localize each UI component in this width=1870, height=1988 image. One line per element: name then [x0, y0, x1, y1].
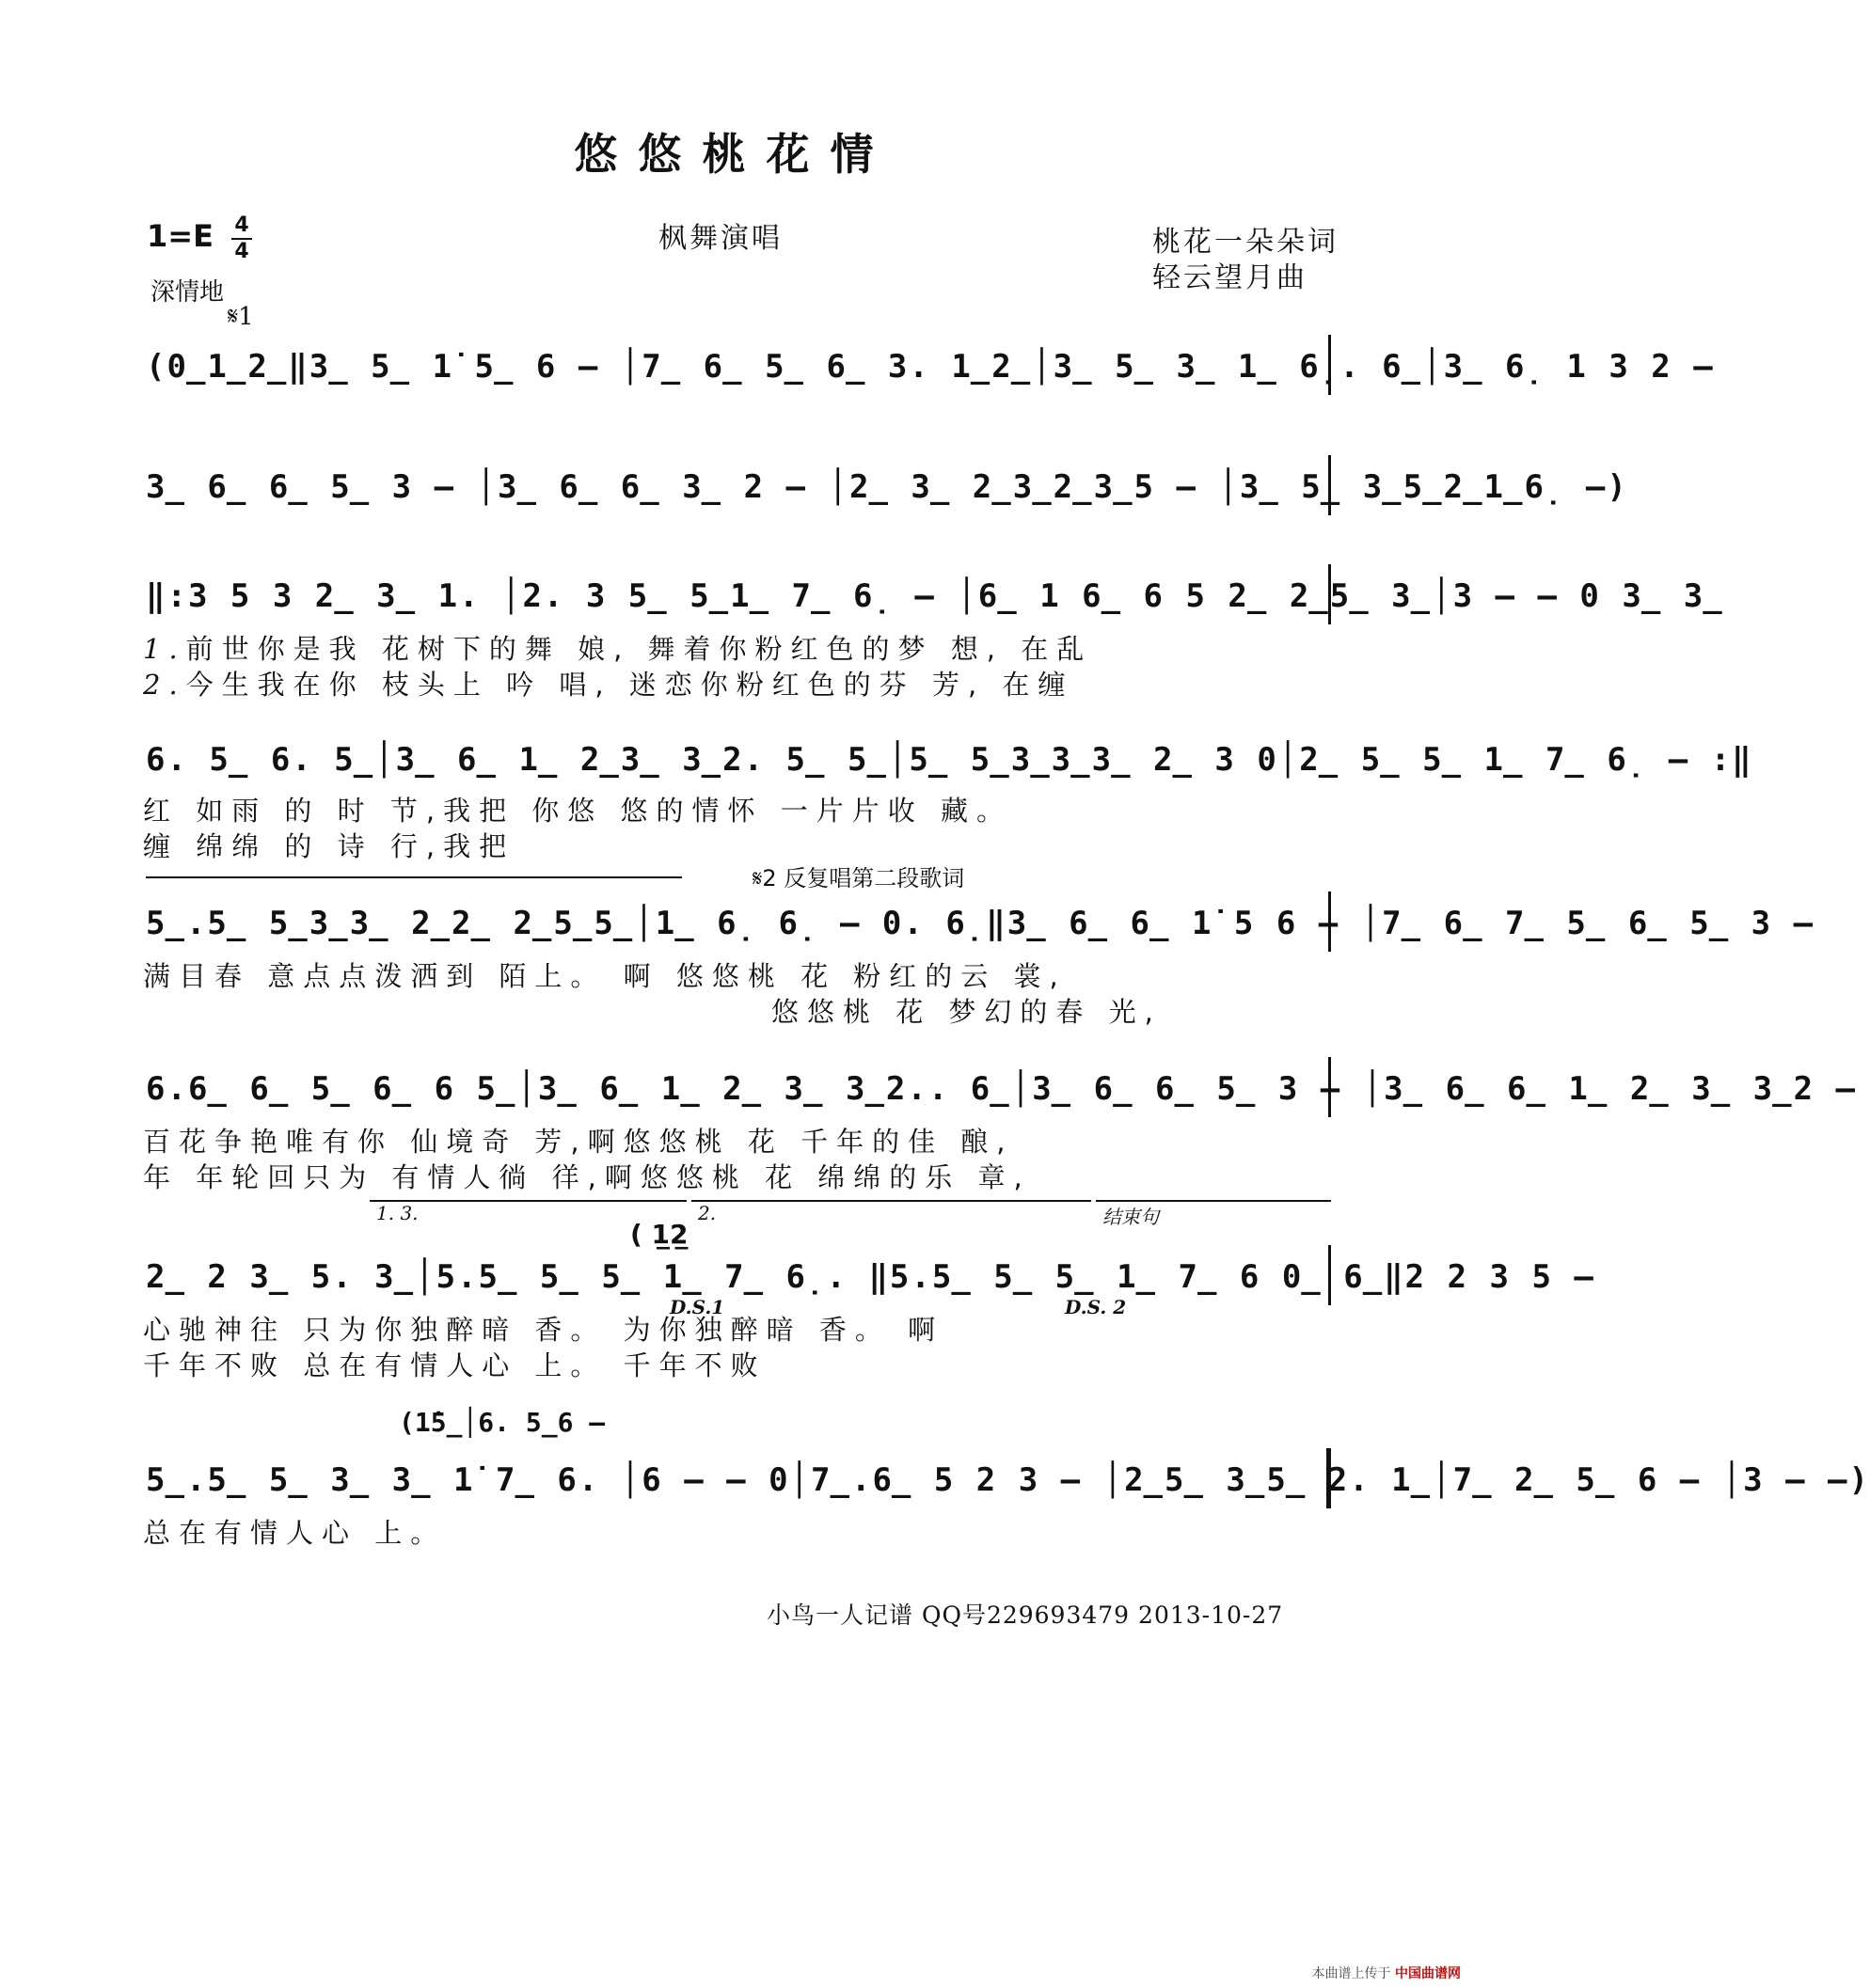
lyric-r4-v2: 缠 绵绵 的 诗 行,我把 — [143, 830, 515, 862]
barline — [1328, 455, 1331, 515]
staff-row-7 — [136, 1258, 1595, 1315]
ending-label: 结束句 — [1102, 1206, 1159, 1228]
lyric-r8-v1: 总在有情人心 上。 — [143, 1517, 447, 1549]
volta-bracket-2nd — [691, 1200, 1091, 1202]
watermark: 本曲谱上传于 中国曲谱网 — [1311, 1966, 1461, 1981]
time-top: 4 — [234, 213, 249, 237]
lyric-r5-v2: 悠悠桃 花 梦幻的春 光, — [771, 996, 1162, 1028]
segno-2-note: 𝄋2 反复唱第二段歌词 — [753, 865, 965, 891]
transcriber-footer: 小鸟一人记谱 QQ号229693479 2013-10-27 — [767, 1601, 1284, 1629]
lyric-r3-v1: 1.前世你是我 花树下的舞 娘, 舞着你粉红色的梦 想, 在乱 — [143, 633, 1093, 665]
volta-1-3: 1. 3. — [376, 1202, 419, 1224]
staff-row-2 — [136, 468, 1628, 525]
key-signature: 1=E — [147, 218, 214, 254]
notes-row-8: 5̲.5̲ 5̲ 3̲ 3̲ 1̇ 7̲ 6. │6 – – 0│7̲.6̲ 5 2 3 – │2̲5̲ 3̲5̲ 2. 1̲│7̲ 2̲ 5̲ 6 – │3 – –) — [146, 1461, 1870, 1499]
score-title: 悠悠桃花情 — [574, 129, 895, 180]
barline — [1328, 1245, 1331, 1305]
notes-row-1: (0̲1̲2̲‖3̲ 5̲ 1̇ 5̲ 6 – │7̲ 6̲ 5̲ 6̲ 3. 1̲2̲│3̲ 5̲ 3̲ 1̲ 6̣. 6̲│3̲ 6̣ 1 3 2 – — [146, 348, 1715, 386]
lyric-r7-v1: 心驰神往 只为你独醉暗 香。 为你独醉暗 香。 啊 — [143, 1314, 944, 1346]
tag-12: ( 1̲2̲ — [630, 1219, 689, 1250]
final-barline — [1326, 1448, 1331, 1508]
lyricist: 桃花一朵朵词 — [1152, 226, 1339, 259]
barline — [1328, 335, 1331, 395]
lyric-r5-v1: 满目春 意点点泼洒到 陌上。 啊 悠悠桃 花 粉红的云 裳, — [143, 960, 1067, 992]
lyric-r7-v2: 千年不败 总在有情人心 上。 千年不败 — [143, 1349, 767, 1381]
tempo-marking: 深情地 — [151, 278, 225, 307]
lyric-r4-v1: 红 如雨 的 时 节,我把 你悠 悠的情怀 一片片收 藏。 — [143, 795, 1012, 827]
barline — [1328, 564, 1331, 624]
notes-row-6: 6.6̲ 6̲ 5̲ 6̲ 6 5̲│3̲ 6̲ 1̲ 2̲ 3̲ 3̲2.. 6̲│3̲ 6̲ 6̲ 5̲ 3 – │3̲ 6̲ 6̲ 1̲ 2̲ 3̲ 3̲2 – — [146, 1070, 1857, 1108]
notes-row-7: 2̲ 2 3̲ 5. 3̲│5.5̲ 5̲ 5̲ 1̲ 7̲ 6̣. ‖5.5̲ 5̲ 5̲ 1̲ 7̲ 6 0̲ 6̲‖2 2 3 5 – — [146, 1258, 1595, 1296]
tag-15: (1̇5̲│6. 5̲6 – — [399, 1407, 606, 1438]
notes-row-4: 6. 5̲ 6. 5̲│3̲ 6̲ 1̲ 2̲3̲ 3̲2. 5̲ 5̲│5̲ 5̲3̲3̲3̲ 2̲ 3 0│2̲ 5̲ 5̲ 1̲ 7̲ 6̣ – :‖ — [146, 741, 1753, 779]
staff-row-1 — [136, 348, 1715, 404]
notes-row-3: ‖:3 5 3 2̲ 3̲ 1. │2. 3 5̲ 5̲1̲ 7̲ 6̣ – │6̲ 1 6̲ 6 5 2̲ 2̲5̲ 3̲│3 – – 0 3̲ 3̲ — [146, 577, 1724, 615]
lyric-r6-v1: 百花争艳唯有你 仙境奇 芳,啊悠悠桃 花 千年的佳 酿, — [143, 1126, 1014, 1158]
barline — [1328, 1057, 1331, 1117]
lyric-r6-v2: 年 年轮回只为 有情人徜 徉,啊悠悠桃 花 绵绵的乐 章, — [143, 1161, 1031, 1193]
notes-row-2: 3̲ 6̲ 6̲ 5̲ 3 – │3̲ 6̲ 6̲ 3̲ 2 – │2̲ 3̲ 2̲3̲2̲3̲5 – │3̲ 5̲ 3̲5̲2̲1̲6̣ –) — [146, 468, 1628, 506]
ds-2: D.S. 2 — [1065, 1296, 1127, 1318]
volta-2: 2. — [698, 1202, 717, 1224]
staff-row-8 — [136, 1461, 1870, 1518]
singer: 枫舞演唱 — [658, 222, 783, 255]
barline — [1328, 891, 1331, 952]
ds-1: D.S.1 — [670, 1296, 725, 1318]
time-bottom: 4 — [234, 240, 249, 263]
composer: 轻云望月曲 — [1152, 261, 1307, 294]
staff-row-4 — [136, 741, 1753, 797]
notes-row-5: 5̲.5̲ 5̲3̲3̲ 2̲2̲ 2̲5̲5̲│1̲ 6̣ 6̣ – 0. 6̣‖3̲ 6̲ 6̲ 1̇ 5 6 – │7̲ 6̲ 7̲ 5̲ 6̲ 5̲ 3 – — [146, 905, 1815, 942]
staff-row-3 — [136, 577, 1724, 634]
staff-row-6 — [136, 1070, 1857, 1127]
time-signature — [231, 214, 252, 263]
volta-bracket-2 — [146, 876, 682, 878]
lyric-r3-v2: 2.今生我在你 枝头上 吟 唱, 迷恋你粉红色的芬 芳, 在缠 — [143, 669, 1074, 701]
staff-row-5 — [136, 905, 1815, 961]
segno-1: 𝄋1 — [228, 303, 254, 331]
